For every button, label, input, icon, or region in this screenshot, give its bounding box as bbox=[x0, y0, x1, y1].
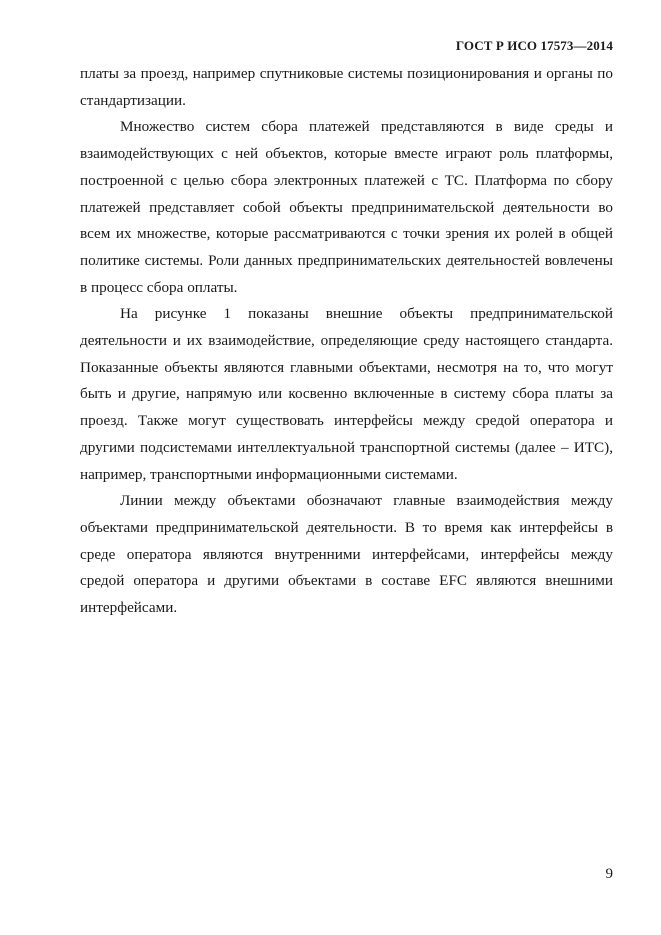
document-body bbox=[80, 61, 613, 622]
paragraph: На рисунке 1 показаны внешние объекты предпринимательской деятельности и их взаимодействие, определяющие среду настоящего стандарта. Показанные объекты являются главными объектами, несмотря на то, что могут быть и другие, напрямую или косвенно включенные в систему сбора платы за проезд. Также могут существовать интерфейсы между средой оператора и другими подсистемами интеллектуальной транспортной системы (далее – ИТС), например, транспортными информационными системами. bbox=[80, 305, 613, 483]
document-header-standard-id: ГОСТ Р ИСО 17573—2014 bbox=[455, 38, 613, 53]
page-number: 9 bbox=[605, 866, 613, 882]
paragraph-continuation: платы за проезд, например спутниковые системы позиционирования и органы по стандартизации. bbox=[80, 65, 613, 109]
paragraph: Множество систем сбора платежей представляются в виде среды и взаимодействующих с ней объектов, которые вместе играют роль платформы, построенной с целью сбора электронных платежей с ТС. Платформа по сбору платежей представляет собой объекты предпринимательской деятельности во всем их множестве, которые рассматриваются с точки зрения их ролей в общей политике системы. Роли данных предпринимательских деятельностей вовлечены в процесс сбора оплаты. bbox=[80, 118, 613, 296]
paragraph: Линии между объектами обозначают главные взаимодействия между объектами предпринимательской деятельности. В то время как интерфейсы в среде оператора являются внутренними интерфейсами, интерфейсы между средой оператора и другими объектами в составе EFC являются внешними интерфейсами. bbox=[80, 492, 613, 617]
